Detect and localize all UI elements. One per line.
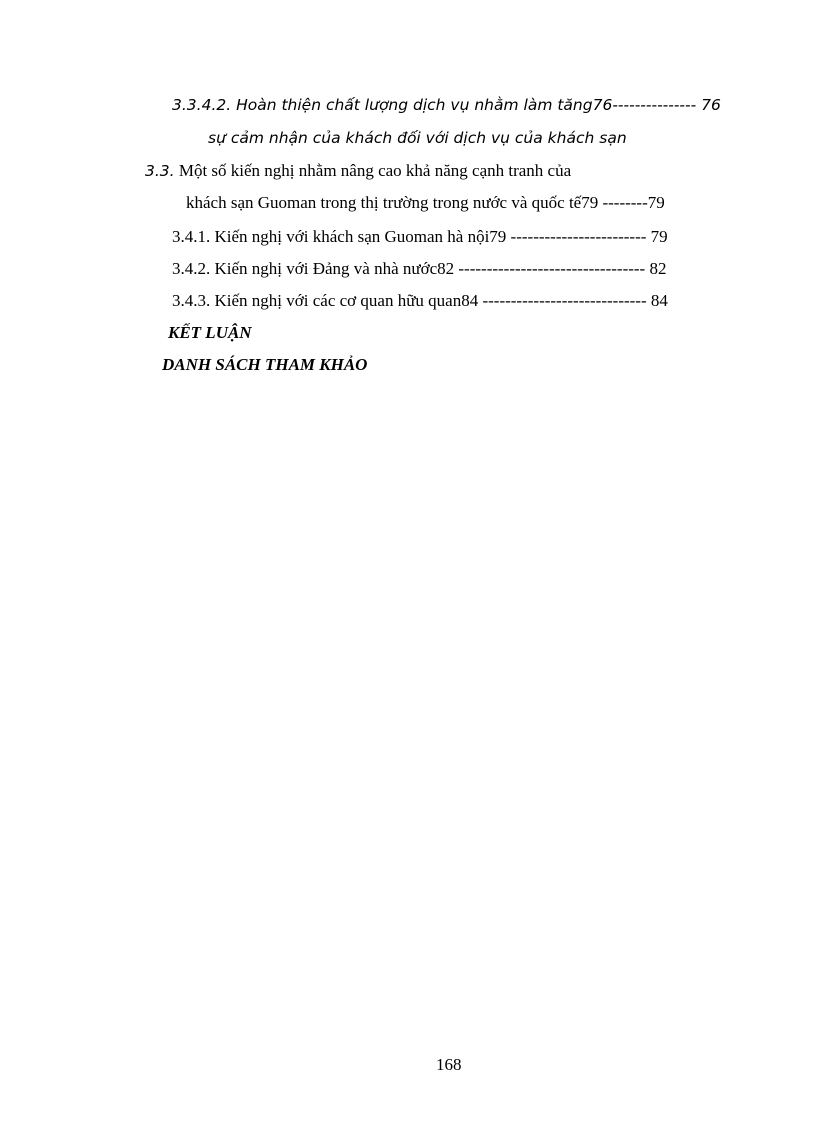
toc-entry-3-3-line2: khách sạn Guoman trong thị trường trong nước và quốc tế79 --------79 xyxy=(186,193,665,212)
page-number: 168 xyxy=(436,1055,462,1074)
toc-entry-3-4-1: 3.4.1. Kiến nghị với khách sạn Guoman hà nội79 ------------------------ 79 xyxy=(172,227,668,246)
toc-entry-3-4-2: 3.4.2. Kiến nghị với Đảng và nhà nước82 --------------------------------- 82 xyxy=(172,259,667,278)
toc-entry-3-3-title: Một số kiến nghị nhằm nâng cao khả năng cạnh tranh của xyxy=(174,161,572,180)
toc-danh-sach-tham-khao: DANH SÁCH THAM KHẢO xyxy=(162,355,368,374)
toc-entry-3-3-line1 xyxy=(145,161,571,181)
toc-entry-3-3-4-2-line2: sự cảm nhận của khách đối với dịch vụ của khách sạn xyxy=(208,129,627,147)
toc-entry-3-3-number: 3.3. xyxy=(145,162,175,180)
toc-ket-luan: KẾT LUẬN xyxy=(168,323,252,342)
toc-entry-3-4-3: 3.4.3. Kiến nghị với các cơ quan hữu quan84 ----------------------------- 84 xyxy=(172,291,668,310)
toc-entry-3-3-4-2-line1: 3.3.4.2. Hoàn thiện chất lượng dịch vụ nhằm làm tăng76--------------- 76 xyxy=(172,96,721,114)
